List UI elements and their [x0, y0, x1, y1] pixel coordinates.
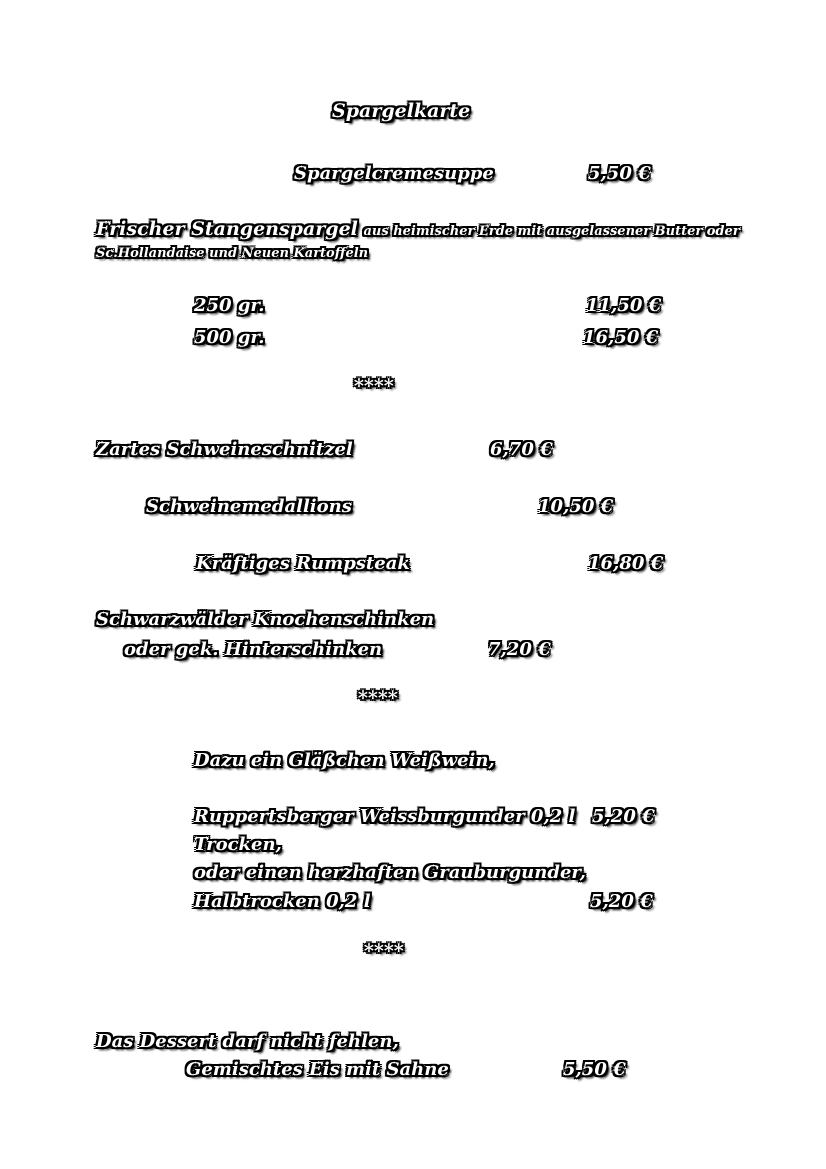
wine-price: 5,20 € [590, 891, 653, 912]
meat-price: 6,70 € [490, 439, 553, 460]
separator: **** [358, 687, 398, 709]
wine-price: 5,20 € [592, 806, 655, 827]
soup-price: 5,50 € [588, 163, 651, 184]
asparagus-name: Frischer Stangenspargel [96, 218, 358, 240]
ham-name-line1: Schwarzwälder Knochenschinken [96, 609, 435, 630]
wine-intro-2: oder einen herzhaften Grauburgunder, [194, 862, 586, 883]
portion-size: 500 gr. [194, 327, 265, 348]
wine-intro: Dazu ein Gläßchen Weißwein, [194, 750, 495, 771]
portion-price: 16,50 € [583, 327, 659, 348]
dessert-name: Gemischtes Eis mit Sahne [186, 1059, 449, 1080]
meat-name: Zartes Schweineschnitzel [96, 439, 353, 460]
portion-price: 11,50 € [586, 295, 662, 316]
menu-title: Spargelkarte [332, 100, 471, 122]
asparagus-description [96, 218, 740, 262]
portion-size: 250 gr. [194, 295, 265, 316]
separator: **** [354, 375, 394, 397]
soup-name: Spargelcremesuppe [294, 163, 494, 184]
dessert-intro: Das Dessert darf nicht fehlen, [96, 1031, 399, 1052]
asparagus-description-line1: aus heimischer Erde mit ausgelassener Butter oder [363, 224, 740, 239]
wine-name: Ruppertsberger Weissburgunder 0,2 l [194, 806, 576, 827]
meat-price: 10,50 € [538, 496, 614, 517]
separator: **** [364, 940, 404, 962]
dessert-price: 5,50 € [563, 1059, 626, 1080]
meat-name: Kräftiges Rumpsteak [196, 553, 410, 574]
ham-name-line2: oder gek. Hinterschinken [124, 639, 383, 660]
wine-note: Trocken, [194, 834, 282, 855]
asparagus-description-line2: Sc.Hollandaise und Neuen Kartoffeln [96, 245, 369, 261]
ham-price: 7,20 € [488, 639, 551, 660]
meat-name: Schweinemedallions [146, 496, 352, 517]
wine-name: Halbtrocken 0,2 l [194, 891, 371, 912]
meat-price: 16,80 € [588, 553, 664, 574]
